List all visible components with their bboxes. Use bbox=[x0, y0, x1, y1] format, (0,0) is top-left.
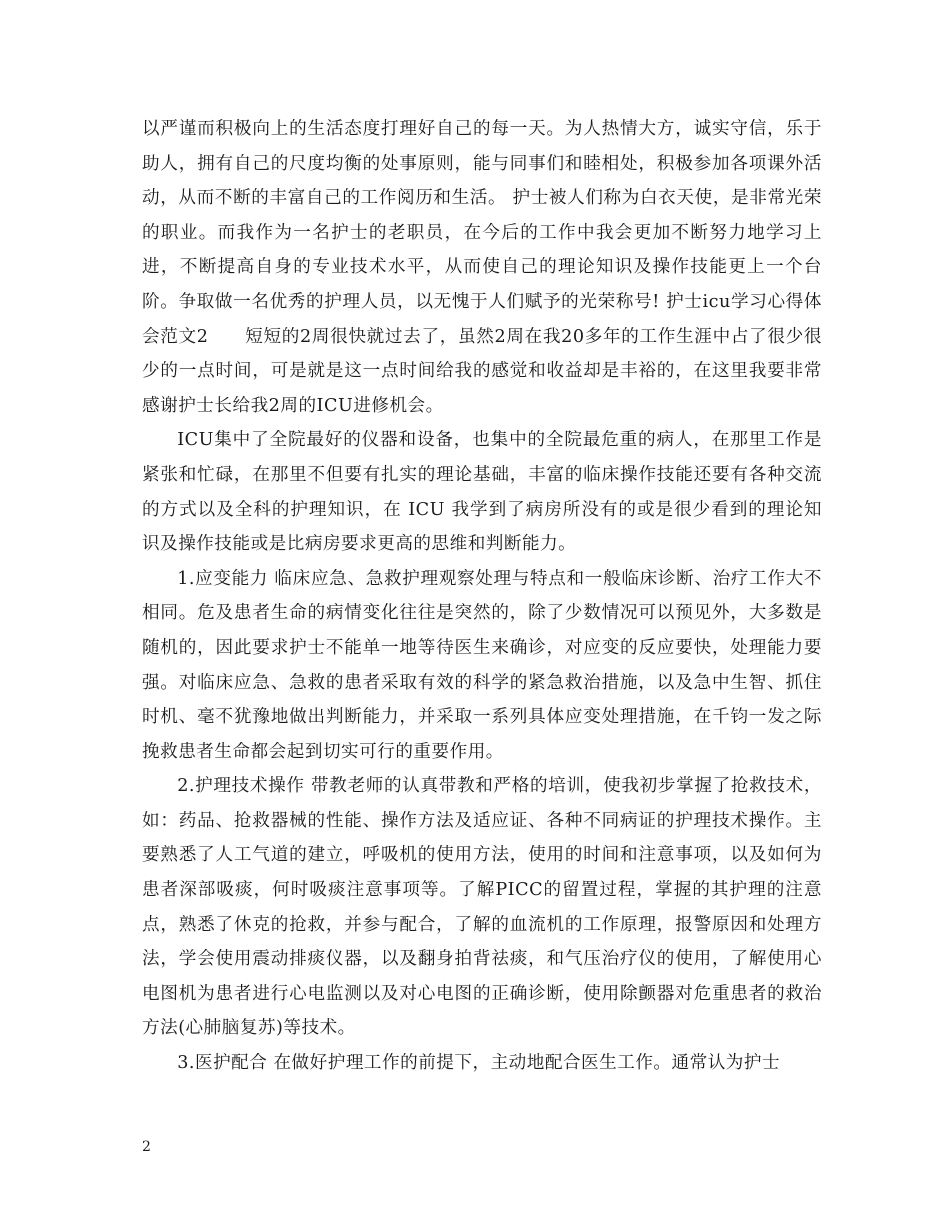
paragraph-4: 2.护理技术操作 带教老师的认真带教和严格的培训，使我初步掌握了抢救技术，如：药品、抢救器械的性能、操作方法及适应证、各种不同病证的护理技术操作。主要熟悉了人工气道的建立，呼吸机的使用方法，使用的时间和注意事项，以及如何为患者深部吸痰，何时吸痰注意事项等。了解PICC的留置过程，掌握的其护理的注意点，熟悉了休克的抢救，并参与配合，了解的血流机的工作原理，报警原因和处理方法，学会使用震动排痰仪器，以及翻身拍背祛痰，和气压治疗仪的使用，了解使用心电图机为患者进行心电监测以及对心电图的正确诊断，使用除颤器对危重患者的救治方法(心肺脑复苏)等技术。 bbox=[142, 776, 822, 1039]
paragraph-2: ICU集中了全院最好的仪器和设备，也集中的全院最危重的病人，在那里工作是紧张和忙碌，在那里不但要有扎实的理论基础，丰富的临床操作技能还要有各种交流的方式以及全科的护理知识，在 ICU 我学到了病房所没有的或是很少看到的理论知识及操作技能或是比病房要求更高的思维和判断能力。 bbox=[142, 430, 822, 555]
document-body bbox=[142, 112, 822, 1081]
paragraph-1: 以严谨而积极向上的生活态度打理好自己的每一天。为人热情大方，诚实守信，乐于助人，拥有自己的尺度均衡的处事原则，能与同事们和睦相处，积极参加各项课外活动，从而不断的丰富自己的工作阅历和生活。 护士被人们称为白衣天使，是非常光荣的职业。而我作为一名护士的老职员，在今后的工作中我会更加不断努力地学习上进，不断提高自身的专业技术水平，从而使自己的理论知识及操作技能更上一个台阶。争取做一名优秀的护理人员，以无愧于人们赋予的光荣称号! 护士icu学习心得体会范文2 短短的2周很快就过去了，虽然2周在我20多年的工作生涯中占了很少很少的一点时间，可是就是这一点时间给我的感觉和收益却是丰裕的，在这里我要非常感谢护士长给我2周的ICU进修机会。 bbox=[142, 119, 822, 416]
paragraph-5: 3.医护配合 在做好护理工作的前提下，主动地配合医生工作。通常认为护士 bbox=[177, 1053, 781, 1074]
paragraph-3: 1.应变能力 临床应急、急救护理观察处理与特点和一般临床诊断、治疗工作大不相同。危及患者生命的病情变化往往是突然的，除了少数情况可以预见外，大多数是随机的，因此要求护士不能单一地等待医生来确诊，对应变的反应要快，处理能力要强。对临床应急、急救的患者采取有效的科学的紧急救治措施，以及急中生智、抓住时机、毫不犹豫地做出判断能力，并采取一系列具体应变处理措施，在千钧一发之际挽救患者生命都会起到切实可行的重要作用。 bbox=[142, 568, 822, 762]
page-number: 2 bbox=[142, 1139, 151, 1155]
